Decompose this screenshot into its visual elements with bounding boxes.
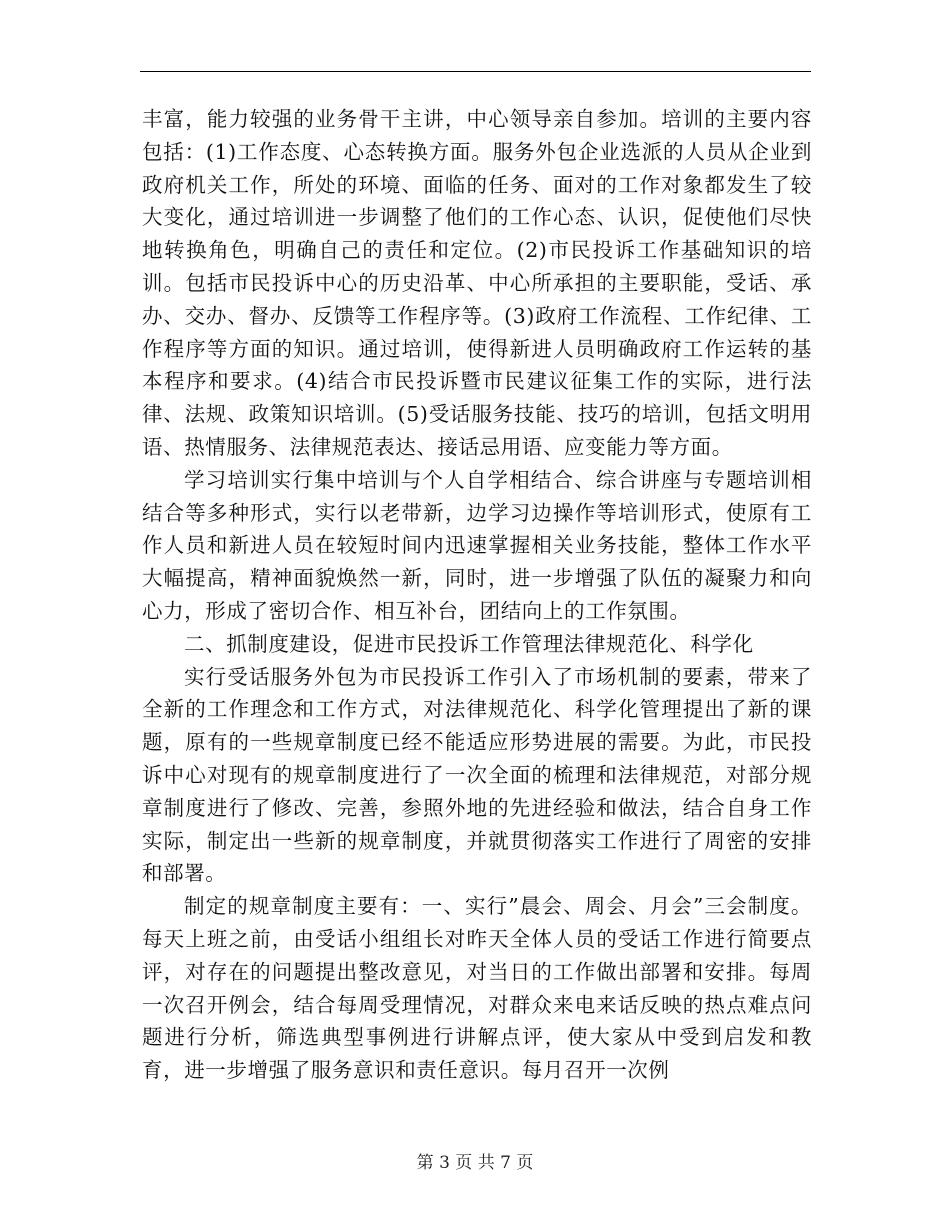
paragraph-4: 制定的规章制度主要有：一、实行”晨会、周会、月会”三会制度。每天上班之前，由受话小组组长对昨天全体人员的受话工作进行简要点评，对存在的问题提出整改意见，对当日的工作做出部署和安排。每周一次召开例会，结合每周受理情况，对群众来电来话反映的热点难点问题进行分析，筛选典型事例进行讲解点评，使大家从中受到启发和教育，进一步增强了服务意识和责任意识。每月召开一次例	[142, 894, 812, 1083]
page-footer	[0, 1152, 950, 1174]
section-heading: 二、抓制度建设，促进市民投诉工作管理法律规范化、科学化	[184, 631, 754, 656]
paragraph-3: 实行受话服务外包为市民投诉工作引入了市场机制的要素，带来了全新的工作理念和工作方式，对法律规范化、科学化管理提出了新的课题，原有的一些规章制度已经不能适应形势进展的需要。为此，市民投诉中心对现有的规章制度进行了一次全面的梳理和法律规范，对部分规章制度进行了修改、完善，参照外地的先进经验和做法，结合自身工作实际，制定出一些新的规章制度，并就贯彻落实工作进行了周密的安排和部署。	[142, 664, 812, 886]
page-number: 第 3 页 共 7 页	[416, 1153, 534, 1173]
document-body	[142, 103, 812, 1087]
paragraph-2: 学习培训实行集中培训与个人自学相结合、综合讲座与专题培训相结合等多种形式，实行以老带新，边学习边操作等培训形式，使原有工作人员和新进人员在较短时间内迅速掌握相关业务技能，整体工作水平大幅提高，精神面貌焕然一新，同时，进一步增强了队伍的凝聚力和向心力，形成了密切合作、相互补台，团结向上的工作氛围。	[142, 467, 812, 623]
paragraph-1: 丰富，能力较强的业务骨干主讲，中心领导亲自参加。培训的主要内容包括：(1)工作态度、心态转换方面。服务外包企业选派的人员从企业到政府机关工作，所处的环境、面临的任务、面对的工作对象都发生了较大变化，通过培训进一步调整了他们的工作心态、认识，促使他们尽快地转换角色，明确自己的责任和定位。(2)市民投诉工作基础知识的培训。包括市民投诉中心的历史沿革、中心所承担的主要职能，受话、承办、交办、督办、反馈等工作程序等。(3)政府工作流程、工作纪律、工作程序等方面的知识。通过培训，使得新进人员明确政府工作运转的基本程序和要求。(4)结合市民投诉暨市民建议征集工作的实际，进行法律、法规、政策知识培训。(5)受话服务技能、技巧的培训，包括文明用语、热情服务、法律规范表达、接话忌用语、应变能力等方面。	[142, 107, 812, 459]
header-rule	[140, 71, 811, 72]
